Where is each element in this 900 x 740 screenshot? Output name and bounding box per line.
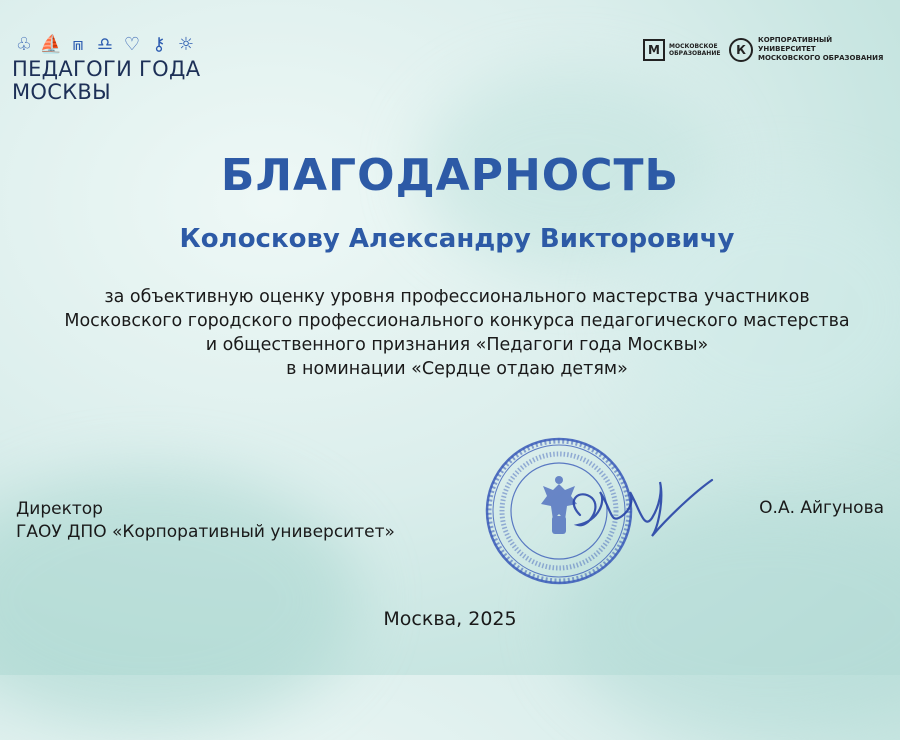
corporate-university-logo (729, 36, 886, 63)
logo-title-line: МОСКВЫ (12, 80, 111, 104)
gratitude-line: за объективную оценку уровня профессионального мастерства участников (104, 287, 810, 307)
corporate-university-text (758, 36, 886, 63)
recipient-name: Колоскову Александру Викторовичу (179, 224, 735, 254)
signer-name: О.А. Айгунова (759, 498, 884, 518)
heart-icon: ♡ (123, 34, 141, 55)
key-icon: ⚷ (152, 34, 166, 55)
moscow-education-text (669, 42, 721, 57)
boat-icon: ⛵ (39, 34, 63, 55)
gratitude-line: в номинации «Сердце отдаю детям» (286, 359, 628, 379)
moscow-education-mark-icon: М (643, 39, 665, 61)
signer-position (16, 498, 395, 544)
bell-icon: ♎ (96, 34, 114, 55)
sun-icon: ☼ (177, 34, 195, 55)
place-and-year: Москва, 2025 (383, 608, 517, 630)
logo-icons (12, 34, 212, 56)
cake-icon: ⩎ (72, 34, 84, 55)
moscow-education-line: МОСКОВСКОЕ (669, 42, 718, 50)
handwritten-signature (560, 470, 720, 550)
signer-position-line: ГАОУ ДПО «Корпоративный университет» (16, 522, 395, 542)
teachers-of-the-year-logo (12, 34, 212, 104)
logo-title-line: ПЕДАГОГИ ГОДА (12, 57, 201, 81)
gratitude-text (0, 285, 900, 381)
corporate-university-line: КОРПОРАТИВНЫЙ УНИВЕРСИТЕТ (758, 36, 833, 53)
corporate-university-mark-icon: К (729, 38, 753, 62)
signer-position-line: Директор (16, 499, 103, 519)
sprout-icon: ♧ (15, 34, 33, 55)
gratitude-line: и общественного признания «Педагоги года Москвы» (205, 335, 709, 355)
corporate-university-line: МОСКОВСКОГО ОБРАЗОВАНИЯ (758, 54, 884, 62)
logo-title (12, 58, 212, 104)
gratitude-line: Московского городского профессионального конкурса педагогического мастерства (64, 311, 850, 331)
moscow-education-logo (643, 39, 721, 61)
document-heading: БЛАГОДАРНОСТЬ (220, 150, 680, 201)
partner-logos (643, 36, 886, 63)
moscow-education-line: ОБРАЗОВАНИЕ (669, 49, 721, 57)
